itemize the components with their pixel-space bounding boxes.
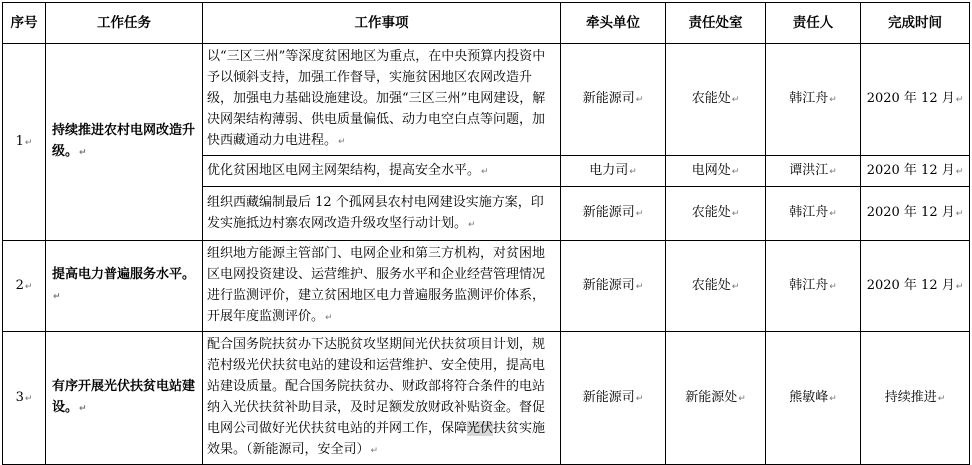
paragraph-mark-icon: ↵ [829,281,837,292]
office-cell [666,44,766,156]
lead-unit: 新能源司 [582,389,635,405]
lead-unit-cell [561,241,666,332]
seq-cell [3,241,46,332]
header-row [3,3,970,44]
paragraph-mark-icon: ↵ [829,95,837,105]
task-title-cell [46,44,203,241]
paragraph-mark-icon: ↵ [937,393,946,404]
person-cell [766,332,861,465]
table-row [3,332,970,465]
office: 新能源处 [685,389,738,405]
deadline: 2020 年 12 月 [866,162,955,178]
header-office: 责任处室 [666,3,766,44]
highlighted-text: 光伏 [467,421,494,436]
paragraph-mark-icon: ↵ [338,137,346,147]
work-task-table [2,2,970,465]
deadline: 2020 年 12 月 [866,205,955,220]
deadline: 持续推进 [884,389,937,405]
person: 韩江舟 [789,91,829,106]
task-title: 提高电力普遍服务水平。 [52,267,196,282]
seq-number: 1 [15,133,24,149]
lead-unit: 新能源司 [582,91,635,106]
task-title: 有序开展光伏扶贫电站建设。 [52,379,196,415]
paragraph-mark-icon: ↵ [955,166,964,177]
seq-cell [3,44,46,241]
paragraph-mark-icon: ↵ [79,404,87,414]
deadline: 2020 年 12 月 [866,91,955,106]
deadline-cell [861,156,970,187]
paragraph-mark-icon: ↵ [955,281,964,292]
item-cell [203,187,561,241]
paragraph-mark-icon: ↵ [635,209,644,219]
item-cell [203,241,561,332]
office-cell [666,156,766,187]
lead-unit: 新能源司 [582,205,635,220]
paragraph-mark-icon: ↵ [731,281,740,292]
paragraph-mark-icon: ↵ [738,393,746,404]
paragraph-mark-icon: ↵ [635,281,644,292]
item-cell [203,332,561,465]
item-text: 组织地方能源主管部门、电网企业和第三方机构，对贫困地区电网投资建设、运营维护、服务水平和企业经营管理情况进行监测评价，建立贫困地区电力普遍服务监测评价体系，开展年度监测评价。 [207,246,546,324]
deadline-cell [861,332,970,465]
paragraph-mark-icon: ↵ [731,166,740,177]
task-title-cell [46,241,203,332]
item-text: 以“三区三州”等深度贫困地区为重点，在中央预算内投资中予以倾斜支持，加强工作督导，实施贫困地区农网改造升级，加强电力基础设施建设。加强“三区三州”电网建设，解决网架结构薄弱、供电质量偏低、动力电空白点等问题，加快西藏通动力电进程。 [207,49,546,148]
lead-unit-cell [561,332,666,465]
seq-cell [3,332,46,465]
paragraph-mark-icon: ↵ [829,393,837,404]
paragraph-mark-icon: ↵ [829,166,837,177]
header-person: 责任人 [766,3,861,44]
deadline-cell [861,241,970,332]
office-cell [666,187,766,241]
person-cell [766,187,861,241]
item-cell [203,44,561,156]
paragraph-mark-icon: ↵ [53,292,61,302]
lead-unit: 电力司 [589,162,629,178]
item-text: 配合国务院扶贫办下达脱贫攻坚期间光伏扶贫项目计划，规范村级光伏扶贫电站的建设和运营维护、安全使用，提高电站建设质量。配合国务院扶贫办、财政部将符合条件的电站纳入光伏扶贫补助目录，及时足额发放财政补贴资金。督促电网公司做好光伏扶贫电站的并网工作，保障 [207,337,546,436]
person-cell [766,44,861,156]
paragraph-mark-icon: ↵ [370,446,379,456]
seq-number: 3 [15,389,24,405]
paragraph-mark-icon: ↵ [79,148,87,158]
person: 韩江舟 [789,277,829,293]
header-item: 工作事项 [203,3,561,44]
seq-number: 2 [15,277,24,293]
person: 谭洪江 [789,162,829,178]
item-text-tail: 扶贫实施效果。（新能源司，安全司） [207,421,546,457]
paragraph-mark-icon: ↵ [731,209,740,219]
paragraph-mark-icon: ↵ [325,313,333,323]
office: 农能处 [691,277,731,293]
paragraph-mark-icon: ↵ [24,137,33,148]
deadline-cell [861,187,970,241]
table-row [3,44,970,156]
person: 熊敏峰 [789,389,829,405]
paragraph-mark-icon: ↵ [731,95,740,105]
person: 韩江舟 [789,205,829,220]
office: 农能处 [691,91,731,106]
header-seq: 序号 [3,3,46,44]
item-text: 优化贫困地区电网主网架结构，提高安全水平。 [207,162,481,178]
office: 农能处 [691,205,731,220]
person-cell [766,156,861,187]
person-cell [766,241,861,332]
paragraph-mark-icon: ↵ [955,95,964,105]
office-cell [666,332,766,465]
item-text: 组织西藏编制最后 12 个孤网县农村电网建设实施方案，印发实施抵边村寨农网改造升级攻坚行动计划。 [207,194,544,231]
lead-unit-cell [561,187,666,241]
lead-unit-cell [561,44,666,156]
lead-unit-cell [561,156,666,187]
office: 电网处 [691,162,731,178]
deadline-cell [861,44,970,156]
paragraph-mark-icon: ↵ [629,166,637,177]
paragraph-mark-icon: ↵ [24,281,33,292]
paragraph-mark-icon: ↵ [635,393,644,404]
paragraph-mark-icon: ↵ [24,393,33,404]
paragraph-mark-icon: ↵ [829,209,837,219]
header-lead-unit: 牵头单位 [561,3,666,44]
header-deadline: 完成时间 [861,3,970,44]
task-title-cell [46,332,203,465]
paragraph-mark-icon: ↵ [481,166,489,177]
paragraph-mark-icon: ↵ [468,219,476,230]
task-title: 持续推进农村电网改造升级。 [52,123,196,159]
header-task: 工作任务 [46,3,203,44]
paragraph-mark-icon: ↵ [635,95,644,105]
item-cell [203,156,561,187]
table-row [3,241,970,332]
paragraph-mark-icon: ↵ [955,209,964,219]
deadline: 2020 年 12 月 [866,277,955,293]
office-cell [666,241,766,332]
lead-unit: 新能源司 [582,277,635,293]
